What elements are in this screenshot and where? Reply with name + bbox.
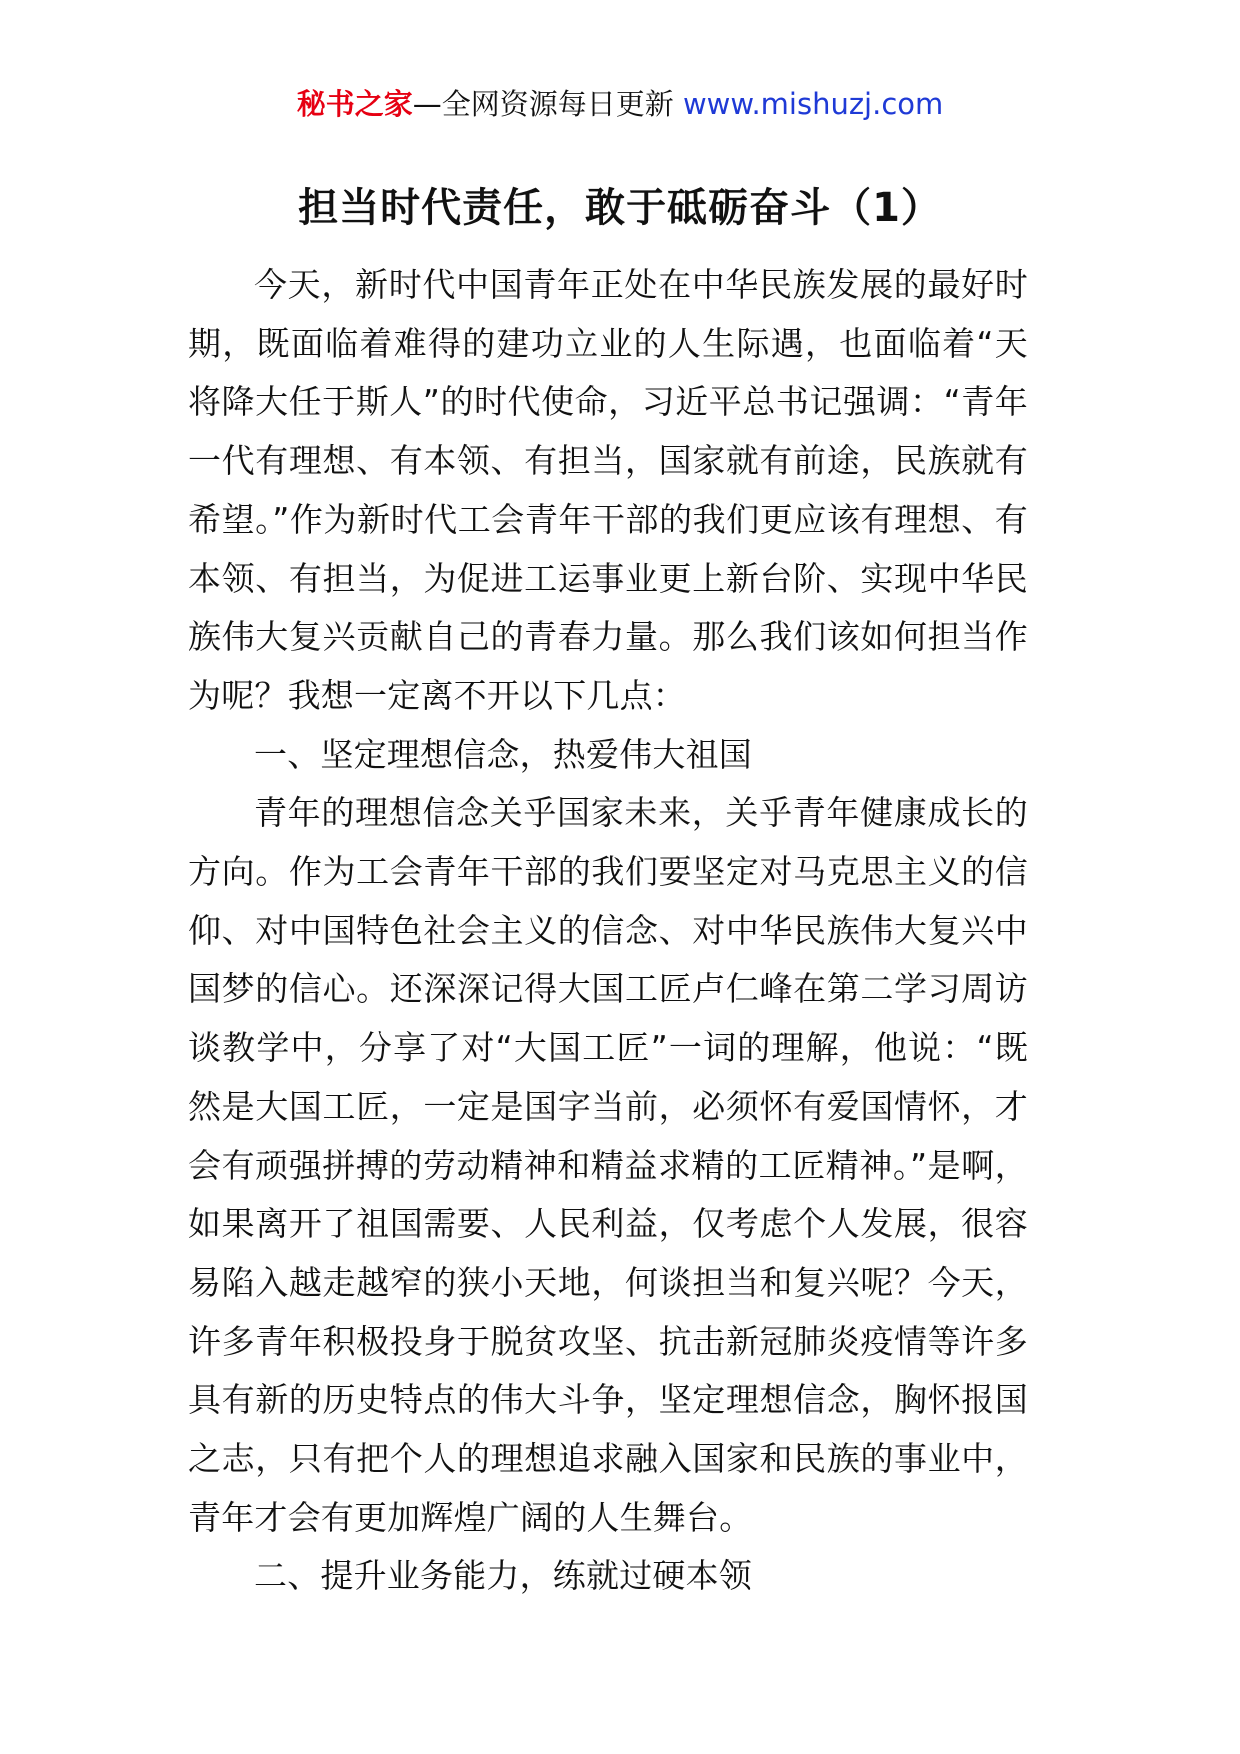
paragraph-section-1: 青年的理想信念关乎国家未来，关乎青年健康成长的方向。作为工会青年干部的我们要坚定对马克思主义的信仰、对中国特色社会主义的信念、对中华民族伟大复兴中国梦的信心。还深深记得大国工匠卢仁峰在第二学习周访谈教学中，分享了对“大国工匠”一词的理解，他说：“既然是大国工匠，一定是国字当前，必须怀有爱国情怀，才会有顽强拼搏的劳动精神和精益求精的工匠精神。”是啊，如果离开了祖国需要、人民利益，仅考虑个人发展，很容易陷入越走越窄的狭小天地，何谈担当和复兴呢？今天，许多青年积极投身于脱贫攻坚、抗击新冠肺炎疫情等许多具有新的历史特点的伟大斗争，坚定理想信念，胸怀报国之志，只有把个人的理想追求融入国家和民族的事业中，青年才会有更加辉煌广阔的人生舞台。 xyxy=(188,793,1028,1537)
site-url-link[interactable]: www.mishuzj.com xyxy=(682,87,944,121)
section-heading-1: 一、坚定理想信念，热爱伟大祖国 xyxy=(254,734,752,774)
document-title: 担当时代责任，敢于砥砺奋斗（1） xyxy=(298,185,942,231)
document-body xyxy=(188,256,1028,1606)
site-brand: 秘书之家 xyxy=(296,87,413,121)
site-header xyxy=(0,84,1240,124)
section-heading-2: 二、提升业务能力，练就过硬本领 xyxy=(254,1556,752,1596)
site-tagline: —全网资源每日更新 xyxy=(412,87,683,121)
paragraph-intro: 今天，新时代中国青年正处在中华民族发展的最好时期，既面临着难得的建功立业的人生际遇，也面临着“天将降大任于斯人”的时代使命，习近平总书记强调：“青年一代有理想、有本领、有担当，国家就有前途，民族就有希望。”作为新时代工会青年干部的我们更应该有理想、有本领、有担当，为促进工运事业更上新台阶、实现中华民族伟大复兴贡献自己的青春力量。那么我们该如何担当作为呢？我想一定离不开以下几点： xyxy=(188,265,1028,715)
